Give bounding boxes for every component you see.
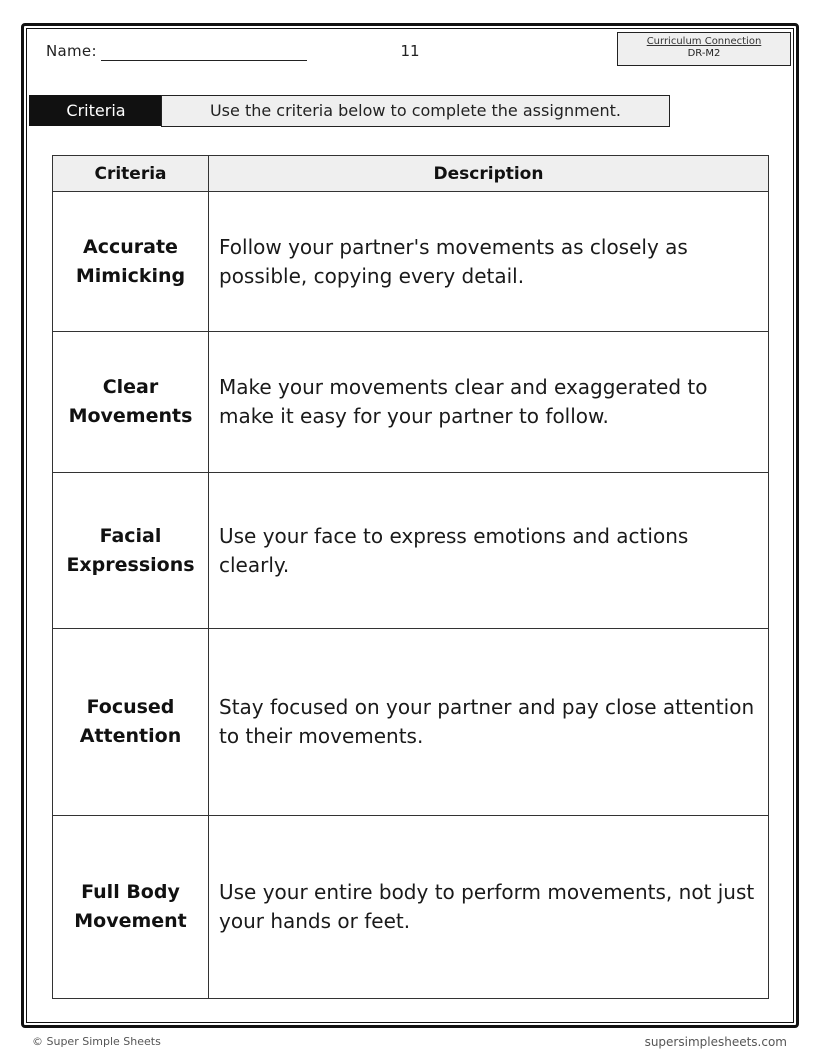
criteria-banner-tag: Criteria — [29, 95, 161, 126]
criteria-table — [52, 155, 769, 999]
criteria-name-line2: Mimicking — [75, 264, 186, 287]
table-row — [53, 473, 769, 629]
column-header-description: Description — [209, 156, 769, 192]
curriculum-code: DR-M2 — [687, 48, 721, 59]
column-header-criteria: Criteria — [53, 156, 209, 192]
page-number: 11 — [400, 42, 420, 60]
instruction-text: Use the criteria below to complete the assignment. — [161, 95, 670, 127]
criteria-name-line1: Clear — [102, 376, 159, 398]
criteria-name-line1: Facial — [99, 524, 162, 547]
criteria-cell — [53, 629, 209, 816]
description-cell: Use your face to express emotions and actions clearly. — [209, 473, 769, 629]
criteria-name-line2: Attention — [79, 725, 182, 747]
table-row — [53, 332, 769, 473]
name-field[interactable] — [101, 60, 307, 61]
criteria-cell — [53, 816, 209, 999]
table-row — [53, 629, 769, 816]
criteria-cell — [53, 192, 209, 332]
description-cell: Stay focused on your partner and pay close attention to their movements. — [209, 629, 769, 816]
table-row — [53, 816, 769, 999]
description-cell: Follow your partner's movements as closely as possible, copying every detail. — [209, 192, 769, 332]
criteria-name-line1: Focused — [86, 696, 175, 718]
description-cell: Make your movements clear and exaggerated to make it easy for your partner to follow. — [209, 332, 769, 473]
description-cell: Use your entire body to perform movements, not just your hands or feet. — [209, 816, 769, 999]
criteria-name-line2: Movement — [74, 910, 187, 932]
criteria-name-line1: Full Body — [81, 881, 180, 903]
table-header-row — [53, 156, 769, 192]
criteria-name-line2: Expressions — [66, 553, 195, 576]
criteria-name-line1: Accurate — [83, 235, 178, 258]
table-row — [53, 192, 769, 332]
name-label: Name: — [46, 42, 97, 60]
curriculum-connection-label: Curriculum Connection — [646, 36, 762, 47]
footer-copyright: © Super Simple Sheets — [32, 1035, 161, 1048]
footer-website: supersimplesheets.com — [644, 1035, 787, 1049]
criteria-name-line2: Movements — [68, 405, 193, 427]
criteria-cell — [53, 473, 209, 629]
criteria-cell — [53, 332, 209, 473]
curriculum-connection-box — [617, 32, 791, 66]
